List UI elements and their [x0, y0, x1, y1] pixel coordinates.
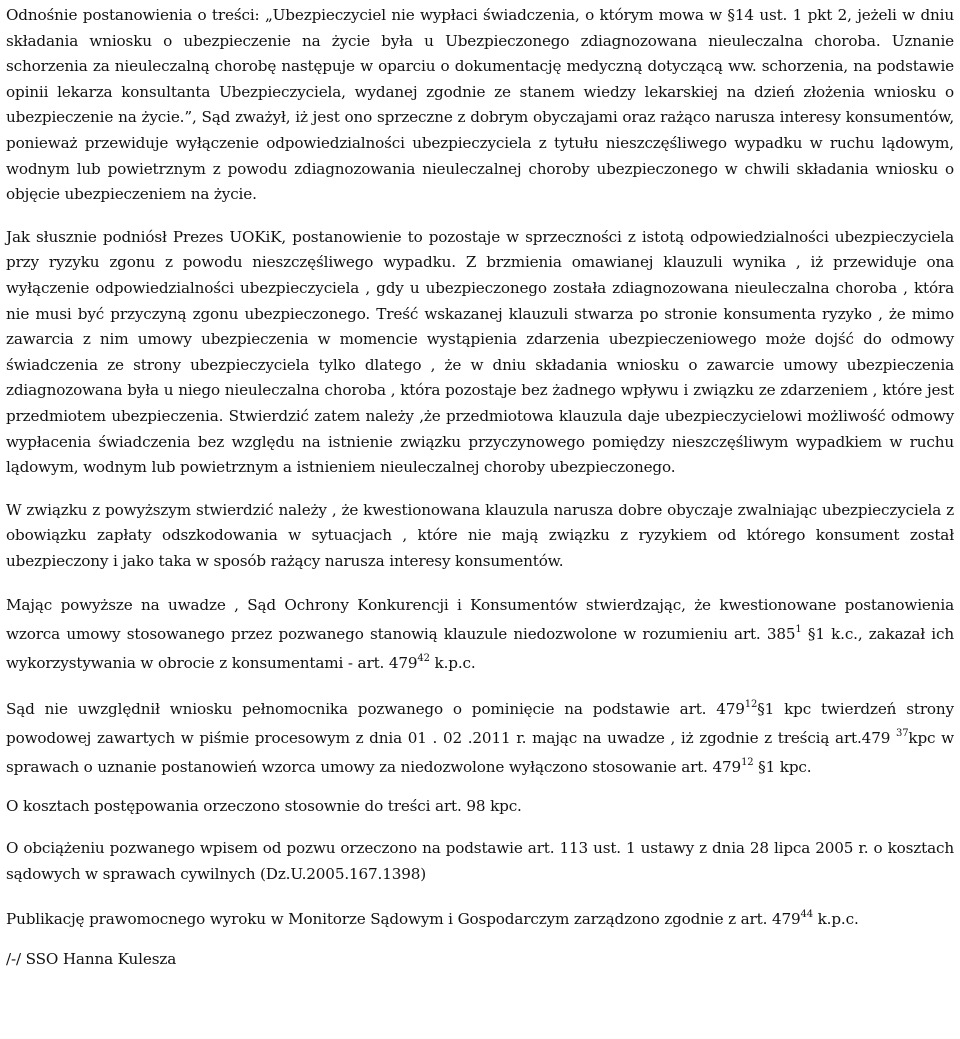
motion-text-b: §1 kpc twierdzeń strony powodowej zawartych w piśmie procesowym z dnia 01 . 02 .2011 r. mając na uwadze , iż zgodnie z treścią art.479: [6, 700, 954, 748]
publication-text-b: k.p.c.: [812, 910, 859, 929]
ruling-text-b: §1 k.c., zakazał ich wykorzystywania w obrocie z konsumentami - art. 479: [6, 625, 954, 673]
paragraph-costs: O kosztach postępowania orzeczono stosownie do treści art. 98 kpc.: [6, 797, 522, 816]
signature: /-/ SSO Hanna Kulesza: [6, 949, 177, 968]
paragraph-motion-rejection: [6, 695, 954, 782]
ruling-text-a: Mając powyższe na uwadze , Sąd Ochrony Konkurencji i Konsumentów stwierdzając, że kwestionowane postanowienia wzorca umowy stosowanego przez pozwanego stanowią klauzule niedozwolone w rozumieniu art. 385: [6, 596, 954, 644]
paragraph-court-fee: O obciążeniu pozwanego wpisem od pozwu orzeczono na podstawie art. 113 ust. 1 ustawy z dnia 28 lipca 2005 r. o kosztach sądowych w sprawach cywilnych (Dz.U.2005.167.1398): [6, 839, 954, 883]
motion-text-c: kpc w sprawach o uznanie postanowień wzorca umowy za niedozwolone wyłączono stosowanie art. 479: [6, 729, 955, 777]
motion-text-d: §1 kpc.: [753, 758, 812, 777]
paragraph-uokik-argument: Jak słusznie podniósł Prezes UOKiK, postanowienie to pozostaje w sprzeczności z istotą odpowiedzialności ubezpieczyciela przy ryzyku zgonu z powodu nieszczęśliwego wypadku. Z brzmienia omawianej klauzuli wynika , iż przewiduje ona wyłączenie odpowiedzialności ubezpieczyciela , gdy u ubezpieczonego została zdiagnozowana nieuleczalna choroba , która nie musi być przyczyną zgonu ubezpieczonego. Treść wskazanej klauzuli stwarza po stronie konsumenta ryzyko , że mimo zawarcia z nim umowy ubezpieczenia w momencie wystąpienia zdarzenia ubezpieczeniowego może dojść do odmowy świadczenia ze strony ubezpieczyciela tylko dlatego , że w dniu składania wniosku o zawarcie umowy ubezpieczenia zdiagnozowana była u niego nieuleczalna choroba , która pozostaje bez żadnego wpływu i związku ze zdarzeniem , które jest przedmiotem ubezpieczenia. Stwierdzić zatem należy ,że przedmiotowa klauzula daje ubezpieczycielowi możliwość odmowy wypłacenia świadczenia bez względu na istnienie związku przyczynowego pomiędzy nieszczęśliwym wypadkiem w ruchu lądowym, wodnym lub powietrznym a istnieniem nieuleczalnej choroby ubezpieczonego.: [6, 227, 954, 477]
ruling-text-c: k.p.c.: [429, 654, 476, 673]
paragraph-conclusion: W związku z powyższym stwierdzić należy , że kwestionowana klauzula narusza dobre obyczaje zwalniając ubezpieczyciela z obowiązku zapłaty odszkodowania w sytuacjach , które nie mają związku z ryzykiem od którego konsument został ubezpieczony i jako taka w sposób rażący narusza interesy konsumentów.: [6, 500, 954, 570]
motion-superscript-3: 12: [741, 757, 754, 769]
publication-superscript: 44: [800, 909, 813, 921]
ruling-superscript-2: 42: [417, 653, 430, 665]
paragraph-clause-analysis: Odnośnie postanowienia o treści: „Ubezpieczyciel nie wypłaci świadczenia, o którym mowa w §14 ust. 1 pkt 2, jeżeli w dniu składania wniosku o ubezpieczenie na życie była u Ubezpieczonego zdiagnozowana nieuleczalna choroba. Uznanie schorzenia za nieuleczalną chorobę następuje w oparciu o dokumentację medyczną dotyczącą ww. schorzenia, na podstawie opinii lekarza konsultanta Ubezpieczyciela, wydanej zgodnie ze stanem wiedzy lekarskiej na dzień złożenia wniosku o ubezpieczenie na życie.”, Sąd zważył, iż jest ono sprzeczne z dobrym obyczajami oraz rażąco narusza interesy konsumentów, ponieważ przewiduje wyłączenie odpowiedzialności ubezpieczyciela z tytułu nieszczęśliwego wypadku w ruchu lądowym, wodnym lub powietrznym z powodu zdiagnozowania nieuleczalnej choroby ubezpieczonego w chwili składania wniosku o objęcie ubezpieczeniem na życie.: [6, 6, 954, 204]
motion-superscript-2: 37: [895, 728, 909, 740]
publication-text-a: Publikację prawomocnego wyroku w Monitorze Sądowym i Gospodarczym zarządzono zgodnie z art. 479: [6, 910, 801, 929]
motion-text-a: Sąd nie uwzględnił wniosku pełnomocnika pozwanego o pominięcie na podstawie art. 479: [6, 700, 745, 719]
ruling-superscript-1: 1: [795, 624, 802, 636]
paragraph-publication: [6, 907, 954, 933]
paragraph-ruling: [6, 591, 954, 678]
motion-superscript-1: 12: [744, 699, 758, 711]
